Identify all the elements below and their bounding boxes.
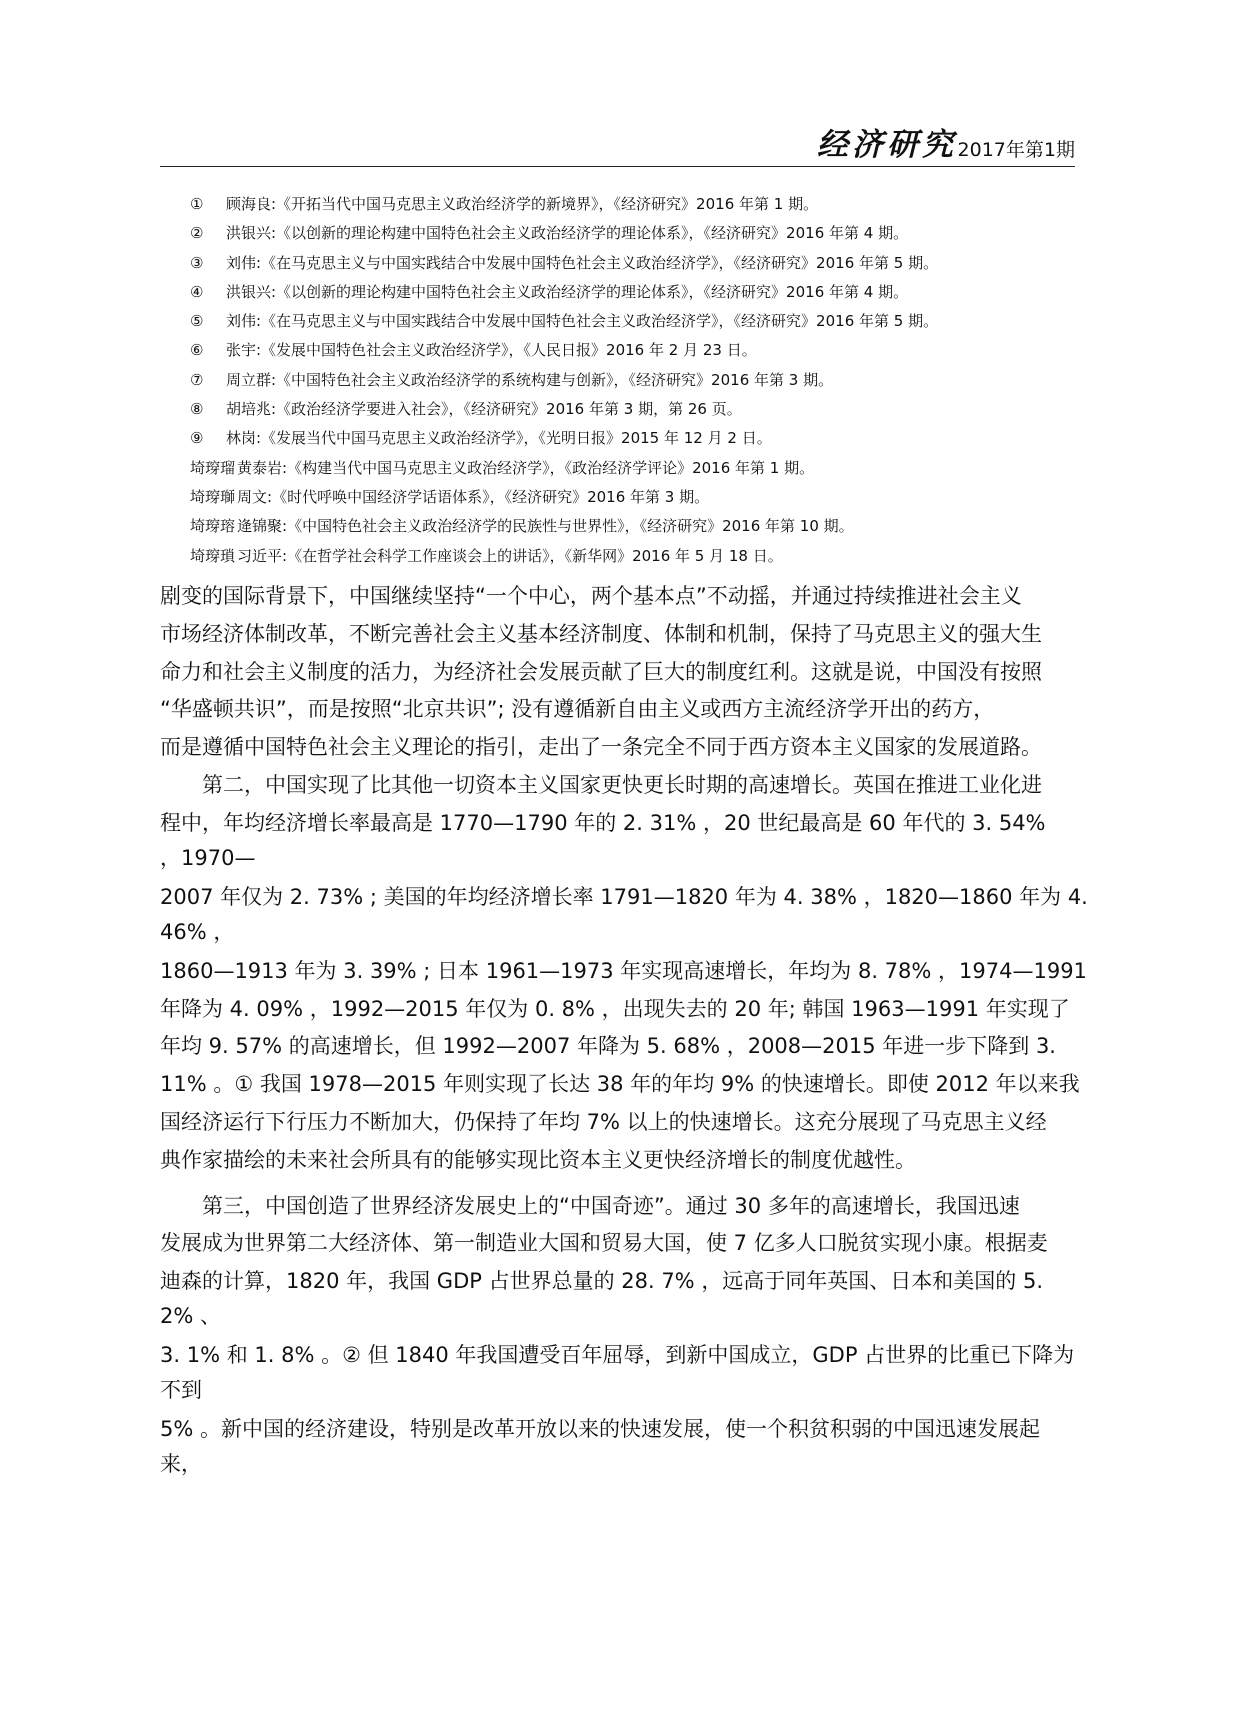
body-line: 2% 、 bbox=[160, 1303, 221, 1328]
body-line: 5% 。新中国的经济建设，特别是改革开放以来的快速发展，使一个积贫积弱的中国迅速发展起 bbox=[160, 1417, 1040, 1442]
footnote-item bbox=[190, 366, 1070, 395]
body-line: 剧变的国际背景下，中国继续坚持“一个中心，两个基本点”不动摇，并通过持续推进社会主义 bbox=[160, 584, 1022, 608]
footnote-item bbox=[190, 483, 1070, 512]
body-line: 而是遵循中国特色社会主义理论的指引，走出了一条完全不同于西方资本主义国家的发展道路。 bbox=[160, 735, 1042, 760]
footnote-mark: ③ bbox=[190, 253, 204, 272]
footnote-text: 周立群:《中国特色社会主义政治经济学的系统构建与创新》，《经济研究》2016 年第 3 期。 bbox=[226, 370, 834, 389]
footnote-text: 顾海良:《开拓当代中国马克思主义政治经济学的新境界》，《经济研究》2016 年第 1 期。 bbox=[226, 195, 819, 213]
body-line: 年降为 4. 09% ，1992—2015 年仅为 0. 8% ，出现失去的 20 年; 韩国 1963—1991 年实现了 bbox=[160, 996, 1070, 1021]
body-line: 国经济运行下行压力不断加大，仍保持了年均 7% 以上的快速增长。这充分展现了马克思主义经 bbox=[160, 1109, 1047, 1134]
footnote-text: 林岗:《发展当代中国马克思主义政治经济学》，《光明日报》2015 年 12 月 2 日。 bbox=[226, 429, 772, 448]
footnote-text: 习近平:《在哲学社会科学工作座谈会上的讲话》，《新华网》2016 年 5 月 18 日。 bbox=[237, 546, 783, 565]
body-line: 命力和社会主义制度的活力，为经济社会发展贡献了巨大的制度红利。这就是说，中国没有按照 bbox=[160, 659, 1042, 684]
footnote-item bbox=[190, 278, 1070, 307]
footnote-item bbox=[190, 190, 1070, 219]
body-line: ，1970— bbox=[160, 845, 256, 870]
body-line: 2007 年仅为 2. 73% ; 美国的年均经济增长率 1791—1820 年为 4. 38% ，1820—1860 年为 4. bbox=[160, 884, 1088, 909]
footnote-text: 刘伟:《在马克思主义与中国实践结合中发展中国特色社会主义政治经济学》，《经济研究》2016 年第 5 期。 bbox=[226, 253, 939, 272]
body-line: 迪森的计算，1820 年，我国 GDP 占世界总量的 28. 7% ，远高于同年英国、日本和美国的 5. bbox=[160, 1269, 1044, 1294]
footnote-item bbox=[190, 249, 1070, 278]
footnote-item bbox=[190, 219, 1070, 248]
footnote-item bbox=[190, 512, 1070, 541]
footnote-mark: 埼瑏瑠 bbox=[190, 458, 236, 477]
footnote-item bbox=[190, 424, 1070, 453]
body-line: 46% ， bbox=[160, 919, 235, 944]
line-gap bbox=[160, 1403, 1095, 1411]
line-gap bbox=[160, 871, 1095, 879]
footnote-text: 张宇:《发展中国特色社会主义政治经济学》，《人民日报》2016 年 2 月 23 日。 bbox=[226, 341, 757, 360]
journal-logo: 经济研究 bbox=[817, 127, 957, 163]
footnote-mark: ⑥ bbox=[190, 341, 204, 360]
footnote-mark: ④ bbox=[190, 282, 204, 301]
footnote-item bbox=[190, 395, 1070, 424]
footnote-mark: ⑤ bbox=[190, 312, 204, 331]
body-line: 第二，中国实现了比其他一切资本主义国家更快更长时期的高速增长。英国在推进工业化进 bbox=[202, 772, 1042, 797]
footnote-text: 洪银兴:《以创新的理论构建中国特色社会主义政治经济学的理论体系》，《经济研究》2016 年第 4 期。 bbox=[226, 282, 909, 301]
body-line: 来， bbox=[160, 1451, 202, 1476]
body-line: 11% 。① 我国 1978—2015 年则实现了长达 38 年的年均 9% 的快速增长。即使 2012 年以来我 bbox=[160, 1072, 1080, 1097]
footnote-text: 刘伟:《在马克思主义与中国实践结合中发展中国特色社会主义政治经济学》，《经济研究》2016 年第 5 期。 bbox=[226, 312, 939, 331]
body-line: 3. 1% 和 1. 8% 。② 但 1840 年我国遭受百年屈辱，到新中国成立，GDP 占世界的比重已下降为 bbox=[160, 1343, 1075, 1368]
footnote-mark: ⑦ bbox=[190, 370, 204, 389]
body-line: 不到 bbox=[160, 1377, 202, 1402]
footnote-text: 逄锦聚:《中国特色社会主义政治经济学的民族性与世界性》，《经济研究》2016 年第 10 期。 bbox=[237, 517, 854, 536]
footnote-mark: 埼瑏瑡 bbox=[190, 487, 236, 506]
body-line: 1860—1913 年为 3. 39% ; 日本 1961—1973 年实现高速增长，年均为 8. 78% ，1974—1991 bbox=[160, 958, 1087, 983]
footnote-text: 黄泰岩:《构建当代中国马克思主义政治经济学》，《政治经济学评论》2016 年第 1 期。 bbox=[237, 458, 815, 477]
footnote-item bbox=[190, 542, 1070, 571]
footnote-item bbox=[190, 454, 1070, 483]
footnote-text: 洪银兴:《以创新的理论构建中国特色社会主义政治经济学的理论体系》，《经济研究》2016 年第 4 期。 bbox=[226, 224, 909, 243]
footnote-mark: ② bbox=[190, 224, 204, 243]
footnote-item bbox=[190, 336, 1070, 365]
body-line: 第三，中国创造了世界经济发展史上的“中国奇迹”。通过 30 多年的高速增长，我国迅速 bbox=[202, 1193, 1020, 1218]
line-gap bbox=[160, 1180, 1095, 1188]
body-line: 年均 9. 57% 的高速增长，但 1992—2007 年降为 5. 68% ，2008—2015 年进一步下降到 3. bbox=[160, 1034, 1056, 1059]
footnote-item bbox=[190, 307, 1070, 336]
body-line: “华盛顿共识”，而是按照“北京共识”; 没有遵循新自由主义或西方主流经济学开出的药方， bbox=[160, 697, 995, 722]
line-gap bbox=[160, 1329, 1095, 1337]
footnote-list bbox=[190, 190, 1070, 571]
footnote-mark: 埼瑏瑢 bbox=[190, 517, 236, 536]
body-line: 发展成为世界第二大经济体、第一制造业大国和贸易大国，使 7 亿多人口脱贫实现小康。根据麦 bbox=[160, 1231, 1048, 1256]
body-line: 市场经济体制改革，不断完善社会主义基本经济制度、体制和机制，保持了马克思主义的强大生 bbox=[160, 621, 1042, 646]
line-gap bbox=[160, 945, 1095, 953]
page-header bbox=[160, 128, 1075, 167]
footnote-mark: 埼瑏瑣 bbox=[190, 546, 236, 565]
footnote-mark: ⑨ bbox=[190, 429, 204, 448]
issue-label: 2017年第1期 bbox=[957, 139, 1075, 161]
footnote-mark: ① bbox=[190, 195, 204, 213]
body-text bbox=[160, 578, 1095, 1477]
footnote-mark: ⑧ bbox=[190, 400, 204, 419]
footnote-text: 周文:《时代呼唤中国经济学话语体系》，《经济研究》2016 年第 3 期。 bbox=[237, 487, 710, 506]
footnote-text: 胡培兆:《政治经济学要进入社会》，《经济研究》2016 年第 3 期，第 26 页。 bbox=[226, 400, 742, 419]
body-line: 程中，年均经济增长率最高是 1770—1790 年的 2. 31% ，20 世纪最高是 60 年代的 3. 54% bbox=[160, 810, 1046, 835]
body-line: 典作家描绘的未来社会所具有的能够实现比资本主义更快经济增长的制度优越性。 bbox=[160, 1147, 916, 1172]
